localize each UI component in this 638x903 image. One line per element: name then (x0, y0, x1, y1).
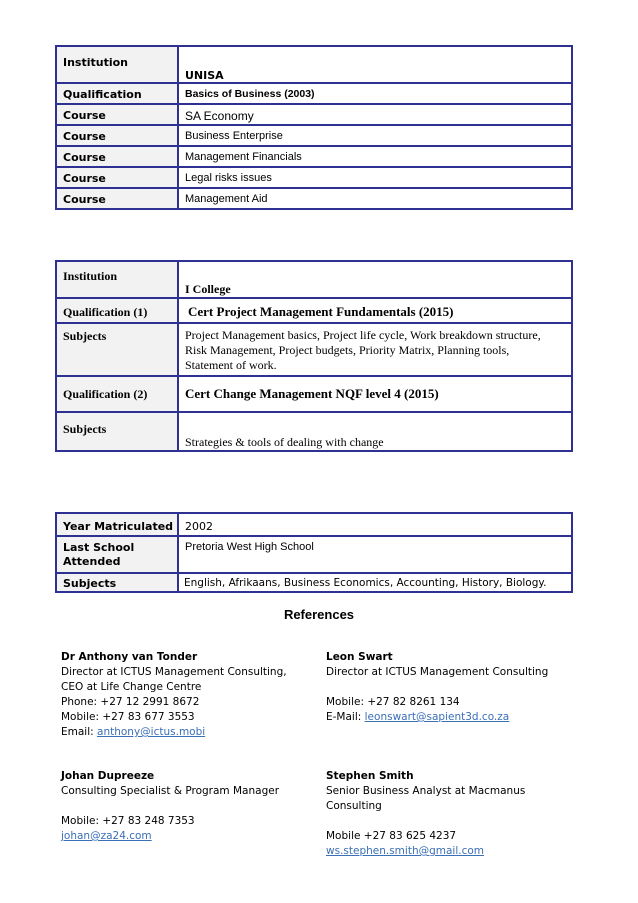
institution-value: UNISA (178, 46, 572, 83)
institution-label: Institution (56, 261, 178, 298)
institution-value: I College (178, 261, 572, 298)
school-table (55, 512, 573, 593)
reference-anthony-van-tonder: Dr Anthony van Tonder Director at ICTUS Management Consulting, CEO at Life Change Centre Phone: +27 12 2991 8672 Mobile: +27 83 677 3553 Email: anthony@ictus.mobi (61, 650, 311, 740)
qualification-1-label: Qualification (1) (56, 298, 178, 323)
email-link[interactable]: anthony@ictus.mobi (97, 726, 206, 738)
reference-leon-swart: Leon Swart Director at ICTUS Management Consulting Mobile: +27 82 8261 134 E-Mail: leonswart@sapient3d.co.za (326, 650, 576, 725)
qualification-2-label: Qualification (2) (56, 376, 178, 412)
course-label: Course (56, 146, 178, 167)
course-label: Course (56, 125, 178, 146)
unisa-education-table (55, 45, 573, 210)
references-heading: References (283, 607, 355, 622)
reference-name: Stephen Smith (326, 770, 414, 782)
course-value: Legal risks issues (178, 167, 572, 188)
course-value: Business Enterprise (178, 125, 572, 146)
school-subjects-label: Subjects (56, 573, 178, 592)
subjects-2-label: Subjects (56, 412, 178, 451)
course-label: Course (56, 167, 178, 188)
reference-name: Leon Swart (326, 651, 393, 663)
subjects-1-value: Project Management basics, Project life cycle, Work breakdown structure, Risk Management, Project budgets, Priority Matrix, Planning tools, Statement of work. (178, 323, 572, 376)
qualification-2-value: Cert Change Management NQF level 4 (2015) (178, 376, 572, 412)
email-link[interactable]: johan@za24.com (61, 830, 152, 842)
course-label: Course (56, 104, 178, 125)
reference-stephen-smith: Stephen Smith Senior Business Analyst at Macmanus Consulting Mobile +27 83 625 4237 ws.stephen.smith@gmail.com (326, 769, 576, 859)
institution-label: Institution (56, 46, 178, 83)
year-matriculated-label: Year Matriculated (56, 513, 178, 536)
qualification-value: Basics of Business (2003) (178, 83, 572, 104)
subjects-1-label: Subjects (56, 323, 178, 376)
icollege-education-table (55, 260, 573, 452)
qualification-1-value: Cert Project Management Fundamentals (2015) (178, 298, 572, 323)
reference-name: Johan Dupreeze (61, 770, 155, 782)
year-matriculated-value: 2002 (178, 513, 572, 536)
reference-johan-dupreeze: Johan Dupreeze Consulting Specialist & Program Manager Mobile: +27 83 248 7353 johan@za24.com (61, 769, 311, 844)
email-link[interactable]: leonswart@sapient3d.co.za (364, 711, 510, 723)
last-school-label: Last School Attended (56, 536, 178, 573)
school-subjects-value: English, Afrikaans, Business Economics, Accounting, History, Biology. (178, 573, 572, 592)
course-value: SA Economy (178, 104, 572, 125)
email-link[interactable]: ws.stephen.smith@gmail.com (326, 845, 485, 857)
reference-name: Dr Anthony van Tonder (61, 651, 198, 663)
subjects-2-value: Strategies & tools of dealing with change (178, 412, 572, 451)
course-value: Management Aid (178, 188, 572, 209)
last-school-value: Pretoria West High School (178, 536, 572, 573)
course-label: Course (56, 188, 178, 209)
qualification-label: Qualification (56, 83, 178, 104)
course-value: Management Financials (178, 146, 572, 167)
